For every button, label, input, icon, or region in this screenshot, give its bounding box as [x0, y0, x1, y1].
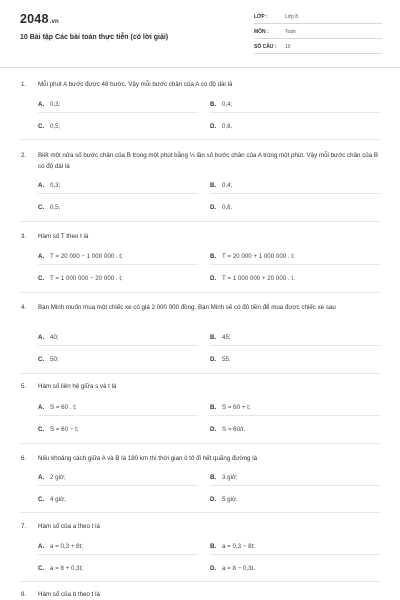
question-1-text: Mỗi phút A bước được 48 bước. Vậy mỗi bước chân của A có độ dài là: [38, 81, 233, 88]
option-text: 0,4;: [222, 101, 233, 108]
option-letter: B.: [210, 474, 217, 481]
question-2-text: Biết một nửa số bước chân của B trong một phút bằng ⅓ lần số bước chân của A trong một phút. Vậy mỗi bước chân của B có độ dài là: [38, 152, 379, 170]
option-letter: D.: [210, 123, 217, 130]
option-text: 0,5;: [50, 123, 61, 130]
option-letter: B.: [210, 182, 217, 189]
question-7-option-c[interactable]: [38, 565, 83, 572]
option-text: S = 60 . t;: [50, 404, 77, 411]
question-3-option-b[interactable]: [210, 253, 295, 260]
option-underline: [210, 345, 380, 346]
option-text: T = 20 000 − 1 000 000 . t;: [50, 253, 123, 260]
site-logo[interactable]: [20, 12, 59, 26]
option-letter: A.: [38, 253, 45, 260]
option-text: 45;: [222, 334, 231, 341]
question-2-option-a[interactable]: [38, 182, 60, 189]
option-underline: [210, 554, 380, 555]
option-letter: B.: [210, 543, 217, 550]
option-letter: B.: [210, 334, 217, 341]
question-4-option-b[interactable]: [210, 334, 231, 341]
question-5-option-a[interactable]: [38, 404, 77, 411]
question-7-option-a[interactable]: [38, 543, 83, 550]
option-letter: A.: [38, 182, 45, 189]
question-7-number: 7.: [21, 523, 27, 530]
option-underline: [38, 193, 198, 194]
meta-count-value: 10: [285, 44, 291, 50]
question-5-option-d[interactable]: [210, 426, 245, 433]
option-letter: A.: [38, 334, 45, 341]
option-letter: D.: [210, 426, 217, 433]
option-letter: D.: [210, 356, 217, 363]
option-underline: [210, 193, 380, 194]
question-6-option-a[interactable]: [38, 474, 66, 481]
question-5-text: Hàm số liên hệ giữa s và t là: [38, 383, 117, 390]
option-text: 0,3;: [50, 101, 61, 108]
option-text: 0,6.: [222, 204, 233, 211]
option-text: 0,4;: [222, 182, 233, 189]
option-text: S = 60/t.: [222, 426, 246, 433]
meta-subject-label: MÔN :: [254, 29, 269, 35]
option-text: 50;: [50, 356, 59, 363]
option-letter: B.: [210, 101, 217, 108]
question-separator: [20, 373, 380, 374]
question-5-option-b[interactable]: [210, 404, 251, 411]
option-letter: D.: [210, 565, 217, 572]
question-4-number: 4.: [21, 304, 27, 311]
question-3-number: 3.: [21, 233, 27, 240]
option-text: S = 60 + t;: [222, 404, 251, 411]
option-underline: [38, 112, 198, 113]
question-1-option-c[interactable]: [38, 123, 60, 130]
question-4-option-c[interactable]: [38, 356, 59, 363]
option-underline: [210, 415, 380, 416]
option-text: T = 1 000 000 − 20 000 . t;: [50, 275, 123, 282]
option-letter: C.: [38, 123, 45, 130]
option-underline: [38, 415, 198, 416]
question-6-text: Nếu khoảng cách giữa A và B là 180 km thì thời gian ô tô đi hết quãng đường là: [38, 455, 258, 462]
option-underline: [38, 554, 198, 555]
option-text: T = 20 000 + 1 000 000 . t;: [222, 253, 295, 260]
logo-tld: .vn: [49, 19, 59, 25]
document-title: 10 Bài tập Các bài toán thực tiễn (có lời giải): [20, 34, 169, 41]
question-1-option-d[interactable]: [210, 123, 232, 130]
option-letter: B.: [210, 253, 217, 260]
question-2-option-c[interactable]: [38, 204, 60, 211]
question-separator: [20, 139, 380, 140]
question-1-option-a[interactable]: [38, 101, 60, 108]
option-text: S = 60 − t;: [50, 426, 79, 433]
option-text: a = 8 − 0,3t.: [222, 565, 256, 572]
question-4-option-d[interactable]: [210, 356, 231, 363]
question-6-option-c[interactable]: [38, 496, 66, 503]
question-7-text: Hàm số của a theo t là: [38, 523, 100, 530]
option-underline: [210, 264, 380, 265]
option-letter: C.: [38, 426, 45, 433]
question-3-option-c[interactable]: [38, 275, 123, 282]
option-underline: [38, 485, 198, 486]
question-8-text: Hàm số của b theo t là: [38, 591, 100, 598]
question-separator: [20, 292, 380, 293]
question-4-text: Bạn Minh muốn mua một chiếc xe có giá 2 000 000 đồng. Bạn Minh sẽ có đủ tiền để mua được chiếc xe sau: [38, 304, 336, 311]
question-2-option-b[interactable]: [210, 182, 232, 189]
option-underline: [38, 264, 198, 265]
question-1-option-b[interactable]: [210, 101, 232, 108]
option-letter: D.: [210, 496, 217, 503]
option-letter: A.: [38, 543, 45, 550]
option-text: a = 0,3 + 8t;: [50, 543, 84, 550]
logo-main: 2048: [20, 12, 49, 26]
meta-class-value: Lớp 8: [285, 14, 299, 20]
option-text: 55.: [222, 356, 231, 363]
option-underline: [210, 485, 380, 486]
option-letter: A.: [38, 474, 45, 481]
option-letter: A.: [38, 404, 45, 411]
meta-count-row: [254, 43, 382, 54]
option-text: 2 giờ;: [50, 474, 66, 481]
meta-subject-value: Toán: [285, 29, 296, 35]
option-underline: [210, 112, 380, 113]
option-text: 4 giờ;: [50, 496, 66, 503]
question-2-option-d[interactable]: [210, 204, 232, 211]
option-text: a = 8 + 0,3t;: [50, 565, 84, 572]
question-1-number: 1.: [21, 81, 27, 88]
question-8-number: 8.: [21, 591, 27, 598]
question-6-option-b[interactable]: [210, 474, 238, 481]
option-text: 5 giờ.: [222, 496, 238, 503]
option-text: 0,5;: [50, 204, 61, 211]
question-separator: [20, 581, 380, 582]
option-letter: D.: [210, 204, 217, 211]
question-5-number: 5.: [21, 383, 27, 390]
question-6-option-d[interactable]: [210, 496, 238, 503]
meta-subject-row: [254, 28, 382, 39]
option-letter: A.: [38, 101, 45, 108]
option-underline: [38, 345, 198, 346]
option-text: 0,6.: [222, 123, 233, 130]
question-3-option-d[interactable]: [210, 275, 295, 282]
question-separator: [20, 443, 380, 444]
question-4-option-a[interactable]: [38, 334, 59, 341]
question-2-number: 2.: [21, 152, 27, 159]
question-6-number: 6.: [21, 455, 27, 462]
document-header: [0, 0, 400, 64]
question-3-text: Hàm số T theo t là: [38, 233, 89, 240]
question-7-option-b[interactable]: [210, 543, 255, 550]
option-text: 3 giờ;: [222, 474, 238, 481]
option-text: 40;: [50, 334, 59, 341]
question-3-option-a[interactable]: [38, 253, 123, 260]
option-letter: C.: [38, 275, 45, 282]
meta-count-label: SỐ CÂU :: [254, 44, 277, 50]
option-text: a = 0,3 − 8t;: [222, 543, 256, 550]
question-5-option-c[interactable]: [38, 426, 79, 433]
option-text: T = 1 000 000 + 20 000 . t.: [222, 275, 295, 282]
option-letter: C.: [38, 496, 45, 503]
option-text: 0,3;: [50, 182, 61, 189]
question-separator: [20, 221, 380, 222]
question-separator: [20, 512, 380, 513]
header-divider: [0, 67, 400, 68]
option-letter: D.: [210, 275, 217, 282]
question-7-option-d[interactable]: [210, 565, 255, 572]
option-letter: C.: [38, 356, 45, 363]
option-letter: C.: [38, 565, 45, 572]
meta-class-row: [254, 13, 382, 24]
option-letter: B.: [210, 404, 217, 411]
option-letter: C.: [38, 204, 45, 211]
meta-class-label: LỚP :: [254, 14, 268, 20]
